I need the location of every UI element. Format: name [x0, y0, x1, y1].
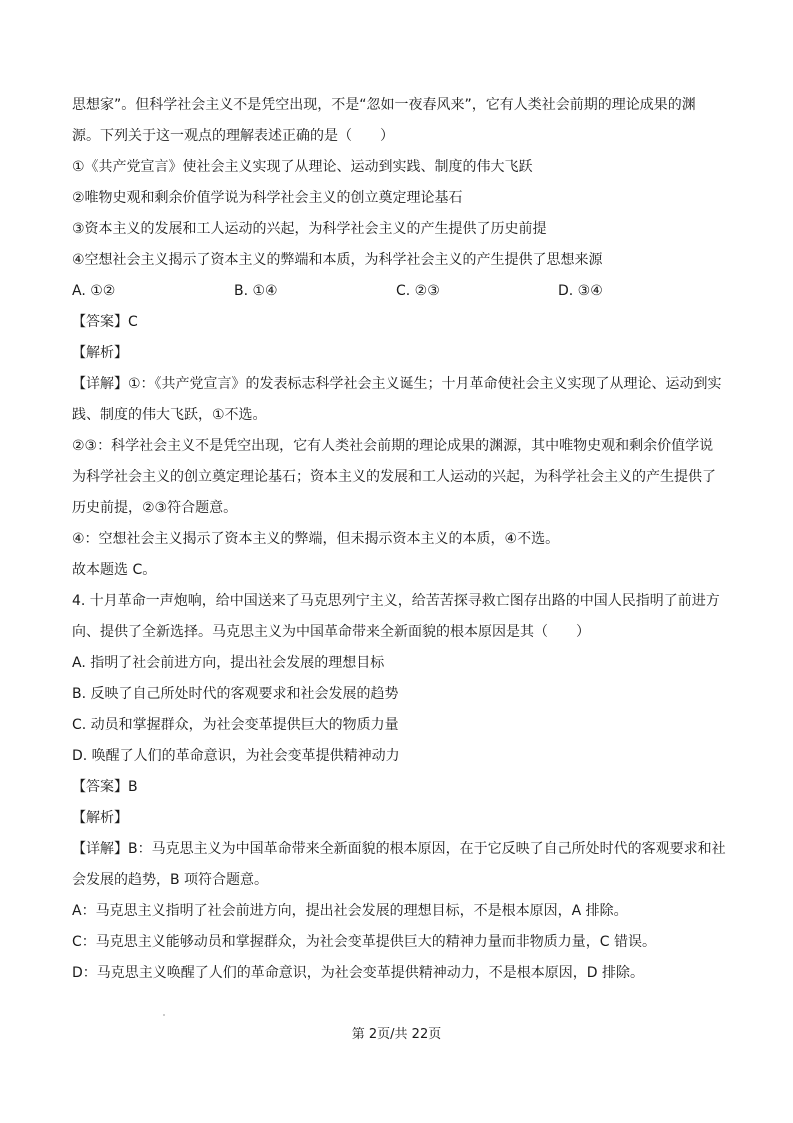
- q4-detail-line: A：马克思主义指明了社会前进方向，提出社会发展的理想目标，不是根本原因，A 排除。: [72, 903, 628, 919]
- q4-stem-line: 4. 十月革命一声炮响，给中国送来了马克思列宁主义，给苦苦探寻救亡图存出路的中国人民指明了前进方: [72, 593, 720, 609]
- page-content: [72, 90, 726, 989]
- q3-statement-1: ①《共产党宣言》使社会主义实现了从理论、运动到实践、制度的伟大飞跃: [72, 159, 533, 175]
- q3-stem-line: 源。下列关于这一观点的理解表述正确的是（ ）: [72, 128, 394, 144]
- q3-options: [72, 276, 722, 307]
- q3-statement-3: ③资本主义的发展和工人运动的兴起，为科学社会主义的产生提供了历史前提: [72, 221, 547, 237]
- q3-statements: [72, 152, 722, 276]
- q3-detail-line: 践、制度的伟大飞跃，①不选。: [72, 407, 267, 423]
- q4-analysis-label: 【解析】: [72, 810, 128, 826]
- q4-detail-line: D：马克思主义唤醒了人们的革命意识，为社会变革提供精神动力，不是根本原因，D 排除。: [72, 965, 645, 981]
- q4-detail-line: 会发展的趋势，B 项符合题意。: [72, 872, 269, 888]
- q4-option-b: B. 反映了自己所处时代的客观要求和社会发展的趋势: [72, 686, 399, 702]
- page-number-footer: 第 2页/共 22页: [351, 1027, 442, 1042]
- q4-answer: 【答案】B: [72, 779, 138, 795]
- q3-detail-line: 历史前提，②③符合题意。: [72, 500, 238, 516]
- q3-stem-line: 思想家”。但科学社会主义不是凭空出现，不是“忽如一夜春风来”，它有人类社会前期的理论成果的渊: [72, 97, 696, 113]
- q3-option-c: C. ②③: [396, 283, 440, 299]
- q3-detail-line: 【详解】①：《共产党宣言》的发表标志科学社会主义诞生；十月革命使社会主义实现了从理论、运动到实: [72, 376, 722, 392]
- scan-speck: [163, 1014, 165, 1016]
- q4-detail-line: C：马克思主义能够动员和掌握群众，为社会变革提供巨大的精神力量而非物质力量，C 错误。: [72, 934, 656, 950]
- q3-detail-line: ④：空想社会主义揭示了资本主义的弊端，但未揭示资本主义的本质，④不选。: [72, 531, 560, 547]
- q3-detail-line: ②③：科学社会主义不是凭空出现，它有人类社会前期的理论成果的渊源，其中唯物史观和剩余价值学说: [72, 438, 714, 454]
- q3-option-a: A. ①②: [72, 283, 116, 299]
- q3-option-d: D. ③④: [558, 283, 603, 299]
- q3-option-b: B. ①④: [234, 283, 278, 299]
- q3-answer: 【答案】C: [72, 314, 138, 330]
- q3-statement-4: ④空想社会主义揭示了资本主义的弊端和本质，为科学社会主义的产生提供了思想来源: [72, 252, 603, 268]
- q4-stem-line: 向、提供了全新选择。马克思主义为中国革命带来全新面貌的根本原因是其（ ）: [72, 624, 590, 640]
- q4-option-c: C. 动员和掌握群众，为社会变革提供巨大的物质力量: [72, 717, 399, 733]
- q3-detail: [72, 369, 722, 586]
- q4-detail-line: 【详解】B：马克思主义为中国革命带来全新面貌的根本原因，在于它反映了自己所处时代的客观要求和社: [72, 841, 726, 857]
- q4-options: [72, 648, 722, 772]
- q4-option-a: A. 指明了社会前进方向，提出社会发展的理想目标: [72, 655, 385, 671]
- q3-detail-line: 为科学社会主义的创立奠定理论基石；资本主义的发展和工人运动的兴起，为科学社会主义的产生提供了: [72, 469, 716, 485]
- q4-stem: [72, 586, 722, 648]
- q3-statement-2: ②唯物史观和剩余价值学说为科学社会主义的创立奠定理论基石: [72, 190, 463, 206]
- q3-analysis-label: 【解析】: [72, 345, 128, 361]
- q3-detail-line: 故本题选 C。: [72, 562, 157, 578]
- q4-detail: [72, 834, 726, 989]
- q3-stem: [72, 90, 722, 152]
- q4-option-d: D. 唤醒了人们的革命意识，为社会变革提供精神动力: [72, 748, 400, 764]
